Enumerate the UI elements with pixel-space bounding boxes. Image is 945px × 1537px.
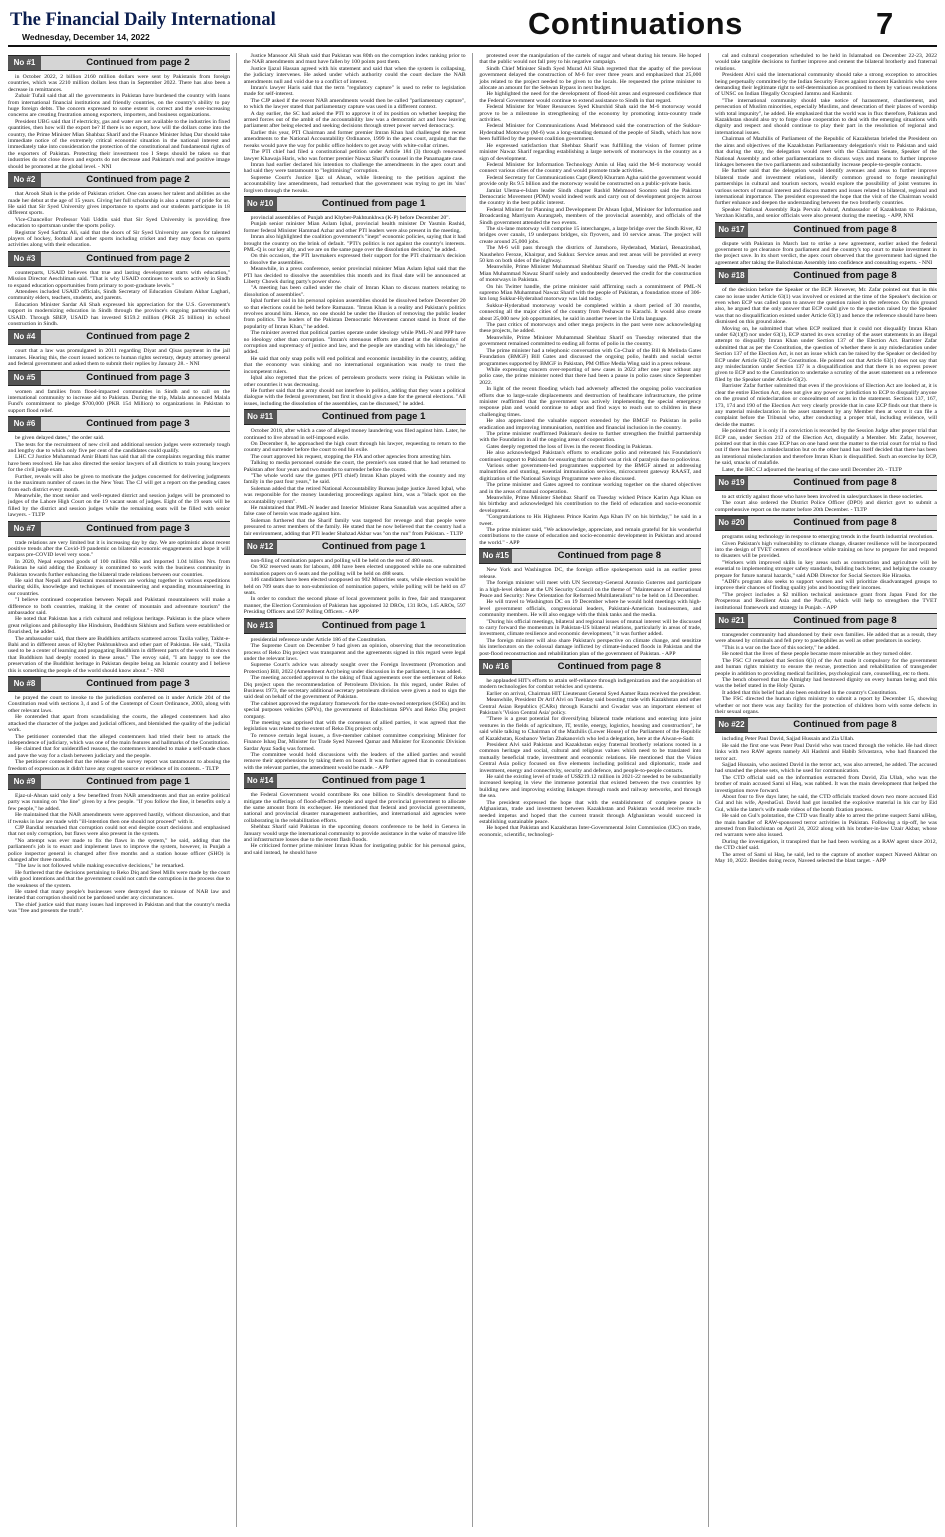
story-header (715, 268, 937, 284)
story (8, 329, 230, 367)
story-header (244, 539, 466, 555)
story-paragraph: "No attempt was ever made to fix the flaws in the system," he said, adding that the parliament's job is to enact and implement laws to improve the system, however, in Punjab a police inspector general is changed after five months and a station house officer (SHO) is changed after three months. (8, 837, 230, 863)
continued-from-label: Continued from page 1 (321, 411, 426, 423)
column-1 (8, 53, 230, 1527)
story-paragraph: "The international community should take notice of harassment, chastisement, and persecution of Muslim minorities, especially Muslims, and desecration of their places of worship with total impunity", he added. He emphasized that the world was in flux therefore, Pakistan and Kazakhstan should also try to forge close cooperation to deal with the emerging situations with dignity and respect and should continue to play their part in the resolution of regional and international issues. (714, 97, 937, 136)
continued-from-label: Continued from page 8 (793, 476, 897, 488)
story-paragraph: Gates deeply regretted the loss of lives in the recent flooding in Pakistan. (486, 443, 653, 450)
story-paragraph: Suleman added that the retired National Accountability Bureau judge justice Javed Iqbal, who was responsible for the money laundering proceedings against him, was a "black spot on the accountability system". (243, 485, 466, 505)
story-paragraph: transgender community had abandoned by their own families. He added that as a result, they were abused by criminals and fell prey to paedophiles as well as other predators in society. (714, 632, 937, 645)
story-header (8, 172, 230, 188)
story-number-badge: No #20 (715, 516, 748, 530)
story-paragraph: Vice-Chancellor Professor Vali Uddin said that Sir Syed University is providing free education to sportsman under the sports policy. (8, 216, 230, 230)
story-number-badge: No #22 (715, 718, 748, 732)
story-number-badge: No #12 (244, 540, 277, 554)
story-paragraph: the Federal Government would contribute Rs one billion to Sindh's development fund to mitigate the sufferings of flood-affected people and urged the provincial government to allocate the same amount from its exchequer. He mentioned that federal and provincial governments, national and provincial disaster management authorities, and international aid agencies were collaborating in the rehabilitation efforts. (243, 792, 466, 824)
continued-from-label: Continued from page 8 (557, 660, 662, 672)
story-paragraph: The foreign minister will meet with UN Secretary-General Antonio Guterres and participate in a high-level debate at the UN Security Council on the theme of "Maintenance of International Peace and Security: New Orientation for Reformed Multilateralism" to be held on 14 December. (479, 580, 702, 599)
story-paragraph: Further, reveals will also be given to motivate the judges concerned for delivering judgments in the maximum number of cases in the New Year. The CJ will get a report on the pending cases from each district every month. (8, 473, 230, 493)
story-number-badge: No #11 (244, 410, 277, 424)
story (479, 659, 701, 838)
story-paragraph: While expressing concern over-reporting of new cases in 2022 after one year without any polio case, the prime minister noted that there had been a pause in polio cases since September 2022. (479, 366, 702, 386)
story (8, 774, 230, 915)
story-paragraph: Moving on, he submitted that when ECP realized that it could not disqualify Imran Khan under 62(1)(f) nor under 63(1), ECP started its own scrutiny of the asset statements in an illegal attempt to disqualify Imran Khan under Section 137 of the Election Act. Barrister Zafar submitted that as per the Constitution, the question of whether there is any misdeclaration under Section 137 of the Election Act, is not an issue which can be raised by the Speaker or decided by ECP under Article 63(2) of the Constitution. He pointed out that Article 63(1) does not say that any misdeclaration under Section 137 is a disqualification and that there is no express power given to ECP and to the Constitution to undertake a scrutiny of the asset statement on a reference filed by the Speaker under Article 63(2). (714, 325, 937, 383)
story-paragraph: He said the first one was Peter Paul David who was traced through the vehicle. He had direct links with two RAW agents namely Ali Hashmi and Habib Srivastava, who had financed the terror act. (714, 742, 937, 762)
story-paragraph: Education Minister Sardar Ali Shah expressed his appreciation for the U.S. Government's support in modernizing education in Sindh through the province's ongoing partnership with USAID. Through SBEP, USAID has invested $159.2 million (PKR 25 billion) in school construction in Sindh. (8, 301, 230, 327)
story-paragraph: that Arooh Shah is the pride of Pakistan cricket. One can assess her talent and abilities as she made her debut at the age of 15 years. Giving her full scholarship is also a matter of pride for us. He said that Sir Syed University gives importance to sports and our students participate in 18 different sports. (8, 191, 230, 217)
story-paragraph: He said that only snap polls will end political and economic instability in the country, adding that the economy was sinking and no international organisation was ready to trust the incompetent rulers. (243, 355, 466, 375)
story-paragraph: Suleman furthered that the Sharif family was targeted for revenge and that people were pressured to arrest members of the family. He stated that he now believed that the country had a fair environment, adding that PTI leader Shahzad Akbar was "on the run" from Pakistan. - TLTP (243, 517, 466, 537)
masthead (8, 4, 937, 44)
story (715, 613, 937, 715)
story (244, 618, 466, 772)
continued-from-label: Continued from page 2 (86, 331, 190, 343)
story-number-badge: No #10 (244, 197, 277, 211)
story (8, 370, 230, 415)
story (244, 539, 466, 616)
story-paragraph: Zubair Tufail said that all the governments in Pakistan have burdened the country with loans from international financial institutions and friendly countries, on the country's ability to pay huge foreign debts. The concern expressed to some extent is correct and the over-increasing concerns are creating frustration among exporters, importers, and business organizations. (8, 93, 230, 119)
story-paragraph: He furthered that the decisions pertaining to Reko Diq and Steel Mills were made by the court with good intentions and that the government could not catch the corruption in the process due to the weakness of the system. (8, 869, 230, 889)
story-paragraph: he applauded HIT's efforts to attain self-reliance through indigenization and the acquisition of modern technologies for combat vehicles and systems. (479, 677, 702, 691)
story-paragraph: Attendees included USAID officials, Sindh Secretary of Education Ghulam Akbar Laghari, community elders, teachers, students, and parents. (8, 288, 230, 302)
story-paragraph: counterparts, USAID believes that true and lasting development starts with education," Mission Director Aeschliman said. "That is why USAID continues to work so actively in Sindh to expand education opportunities from primary to post-graduate levels." (8, 269, 230, 289)
issue-date: Wednesday, December 14, 2022 (22, 32, 150, 42)
story-paragraph: Imran had earlier declared his intention to challenge the amendments in the apex court and had said they were tantamount to "legitimising" corruption. (243, 161, 466, 175)
story-header (244, 773, 466, 789)
story-paragraph: Federal Minister for Communications Asad Mehmood said the construction of the Sukkur-Hyderabad Motorway (M-6) was a long-standing demand of the people of Sindh, which has now been fulfilled by the present coalition government. (479, 123, 702, 143)
story-paragraph: The petitioner contended that the release of the survey report was tantamount to abusing the freedom of expression as it didn't have any cogent source or evidence of its contents. - TLTP (8, 759, 230, 772)
story-paragraph: including Peter Paul David, Sajjad Hussain and Zia Ullah. (721, 736, 855, 743)
story-paragraph: In order to conduct the second phase of local government polls in free, fair and transparent manner, the Election Commission of Pakistan has appointed 32 DROs, 131 ROs, 145 AROs, 597 Presiding Officers and 597 Polling Officers. - APP (243, 596, 466, 616)
story-header (8, 416, 230, 432)
story-paragraph: The M-6 will pass through the districts of Jamshoro, Hyderabad, Matiari, Benazirabad, Naushehro Feroze, Khairpur, and Sukkur. Service areas and rest areas will be provided at every 50 km on both sides of the highway. (479, 245, 702, 264)
story-paragraph: He contended that apart from scandalising the courts, the alleged contemners had also attacked the character of the judges and judicial officers, and blemished the quality of the judicial work. (8, 714, 230, 734)
story-paragraph: Earlier on arrival, Chairman HIT Lieutenant General Syed Aamer Raza received the president. (486, 690, 702, 697)
story-paragraph: CJP Bandial remarked that corruption could not end despite court decisions and emphasised that not only corruption, but flaws were also present in the system. (8, 824, 230, 838)
story-paragraph: New York and Washington DC, the foreign office spokesperson said in an earlier press release. (479, 567, 702, 580)
story-paragraph: provincial assemblies of Punjab and Khyber-Pakhtunkhwa (K-P) before December 20". (250, 214, 450, 221)
story-paragraph: he prayed the court to invoke to the jurisdiction conferred on it under Article 204 of the Constitution read with sections 3, 4 and 5 of the Contempt of Court Ordinance, 2003, along with other relevant laws. (8, 695, 230, 714)
story-number-badge: No #16 (479, 660, 512, 674)
story-number-badge: No #19 (715, 476, 748, 490)
story-header (479, 548, 701, 564)
continued-from-label: Continued from page 2 (86, 174, 190, 186)
continued-from-label: Continued from page 3 (86, 371, 190, 383)
story-paragraph: The CTD official said on the information extracted from David, Zia Ullah, who was the brother of main accused Sami ul Haq, was nabbed. It was the main development that helped the investigation move forward. (714, 774, 937, 794)
story-paragraph: Earlier this year, PTI Chairman and former premier Imran Khan had challenged the recent amendments to the National Accountability Ordinance, 1999 in the apex court, arguing that the tweaks would pave the way for public office holders to get away with white-collar crimes. (243, 129, 466, 149)
story-paragraph: On December 8, he approached the high court through his lawyer, requesting to return to the country and surrender before the court to end his exile. (243, 440, 466, 454)
story (715, 53, 937, 220)
story-paragraph: Supreme Court's Justice Ijaz ul Ahsan, while listening to the petition against the accountability law amendments, had remarked that the government was trying to get its 'sins' forgiven through the tweaks. (243, 174, 466, 194)
story-paragraph: He also acknowledged Pakistan's efforts to eradicate polio and reiterated his Foundation's continued support to Pakistan for ensuring that no child was at risk of paralysis due to poliovirus. (479, 450, 702, 463)
story-paragraph: The minister averred that political parties operate under ideology while PML-N and PPP have no ideology other than corruption. "Imran's strenuous efforts are aimed at the elimination of corruption and supremacy of justice and law, and the people are standing with his ideology," he added. (243, 330, 466, 356)
story (244, 53, 466, 194)
story-paragraph: trade relations are very limited but it is increasing day by day. We are optimistic about recent positive trends after the Covid-19 pandemic on bilateral economic engagements and hope it will surpass pre-COVID level very soon." (8, 539, 230, 559)
continued-from-label: Continued from page 1 (321, 541, 426, 553)
story-paragraph: The tests for the recruitment of new civil and additional session judges were extremely tough and lengthy due to which only five per cent of the candidates could qualify. (8, 441, 230, 455)
continued-from-label: Continued from page 2 (86, 252, 190, 264)
story (8, 521, 230, 675)
story-paragraph: The chief justice said that many issues had improved in Pakistan and that the country's media was "free and presents the truth". (8, 901, 230, 915)
story-paragraph: He criticized former prime minister Imran Khan for instigating public for his personal gains, and said instead, he should have (243, 843, 466, 856)
story-paragraph: The cabinet approved the regulatory framework for the state-owned enterprises (SOEs) and its special purposes vehicles (SPVs), the government of Balochistan SPVs and Reko Diq project company. (243, 700, 466, 720)
story-paragraph: President UBG said that if electricity, gas and water are not available to the industries in fixed quantities, then how will the export be? If there is no export, how will the dollars come into the country, the Prime Minister Mian Shahbaz Sharif and the Finance Minister Ishaq Dar should take immediate notice of the extremely critical economic situation in the national interest and immediately take into consideration the protection of the constitutional and fundamental rights of the exporters of Pakistan. Protecting their investment too I Steps should be taken so that industries do not close down and exports do not decrease and Pakistan's real and positive image should be promoted at the global level. - NNI (8, 118, 230, 170)
story (8, 55, 230, 170)
continued-from-label: Continued from page 3 (86, 418, 190, 430)
story-paragraph: "I believe continued cooperation between Nepali and Pakistani mountaineers will make a difference to both countries, making it the center of mountain and adventure tourism" the ambassador said. (8, 597, 230, 616)
story-paragraph: The meeting accorded approval to the taking of final agreements over the settlement of Reko Diq project upon the recommendation of Petroleum Division. In this regard, under Rules of Business 1973, the secretary additional secretary petroleum division were given a nod to sign the said deal on behalf of the government of Pakistan. (243, 675, 466, 701)
story (715, 515, 937, 611)
story-paragraph: Jamiat Ulema-e-Islam leader Sindh chapter Rashid Mehmood Soomro said the Pakistan Democratic Movement (PDM) would indeed work and carry out of development projects across the country in the best public interest. (479, 187, 702, 207)
story-paragraph: "The project includes a $2 million technical assistance grant from Japan Fund for the Prosperous and Resilient Asia and the Pacific, which will help to strengthen the TVET institutional framework and strategy in Punjab. - APP (714, 591, 937, 611)
story (8, 676, 230, 772)
continued-from-label: Continued from page 3 (86, 678, 190, 690)
story-number-badge: No #17 (715, 223, 748, 237)
story-paragraph: Chairman of Mazhilis of Parliament of the Republic of Kazakhstan briefed the President on the aims and objectives of the Kazakhstan Parliamentary delegation's visit to Pakistan and said that during the stay, the delegation would meet with the Chairman Senate, Speaker of the National Assembly and other parliamentarians to discuss ways and means to further improve linkages between the two parliaments and substantially increase people-to-people contacts. (714, 136, 937, 168)
story-paragraph: In light of the recent flooding which had adversely affected the ongoing polio vaccination efforts due to large-scale displacements and destruction of healthcare infrastructure, the prime minister reaffirmed that the government was actively implementing the special emergency response plan and would continue to adapt and find ways to reach out to children in these challenging times. (479, 386, 702, 418)
story-paragraph: October 2018, after which a case of alleged money laundering was filed against him. Later, he continued to live abroad in self-imposed exile. (243, 428, 466, 441)
story-paragraph: "A meeting has been called under the chair of Imran Khan to discuss matters relating to dissolution of assemblies". (243, 285, 466, 298)
story-header (8, 676, 230, 692)
story-paragraph: The president expressed the hope that with the establishment of complete peace in Afghanistan, trade and investment between Kazakhstan and Pakistan would receive much-needed impetus and hoped that the current transit through Afghanistan would succeed in establishing sustainable peace. (479, 799, 702, 825)
story-paragraph: He said that Nepali and Pakistani mountaineers are working together in various expeditions sharing skills, knowledge and techniques of mountaineering and expanding mountaineering in our countries. (8, 577, 230, 597)
story-header (244, 409, 466, 425)
story-paragraph: In 2020, Nepal exported goods of 100 million NRs and imported 1.04 billion Nrs. from Pakistan he said adding the Embassy is committed to work with the business community in Pakistan towards further enhancing the bilateral trade relations between our countries. (8, 558, 230, 578)
story-paragraph: Talking to media personnel outside the court, the premier's son stated that he had returned to Pakistan after four years and two months to surrender before the courts. (243, 460, 466, 473)
story-paragraph: Federal Minister for Information Technology Amin ul Haq said the M-6 motorway would connect various cities of the country and would promote trade activities. (479, 161, 702, 175)
story-paragraph: Registrar Syed Sarfraz Ali, said that the doors of Sir Syed University are open for talented players of hockey, football and other sports including cricket and they may focus on sports activities along with their education. (8, 229, 230, 249)
story-paragraph: On this occasion, the PTI lawmakers expressed their support for the PTI chairman's decision to dissolve the assemblies. (243, 253, 466, 266)
story-paragraph: Imran's lawyer Haris said that the term "regulatory capture" is used to refer to legislation made for self-interest. (243, 85, 466, 98)
story (8, 251, 230, 328)
story-header (715, 475, 937, 491)
masthead-rule (8, 45, 937, 47)
story-header (715, 515, 937, 531)
story-paragraph: Given Pakistan's high vulnerability to climate change, disaster resilience will be incorporated into the design of TVET centers of excellence while training on how to prepare for and respond to disasters will be provided. (714, 540, 937, 560)
story-paragraph: Justice Ijazul Hassan agreed with his statement and said that when the system is collapsing, the judiciary intervenes. He asked under which authority could the court declare the NAB amendments null and void due to a conflict of interest. (243, 65, 466, 85)
story-header (244, 618, 466, 634)
story-number-badge: No #13 (244, 619, 277, 633)
column-4 (715, 53, 937, 1527)
story-paragraph: non-filing of nomination papers and polling will be held on the rest of 480 seats. (250, 558, 434, 565)
continued-from-label: Continued from page 1 (321, 197, 426, 209)
story-number-badge: No #5 (8, 371, 41, 385)
story-paragraph: The arrest of Sami ul Haq, he said, led to the capture of another suspect Naveed Akhtar on May 10, 2022. Besides doing recce, Naveed selected the blast target. - APP (714, 851, 937, 865)
story-paragraph: During the investigation, it transpired that he had been working as a RAW agent since 2012, the CTD chief said. (714, 838, 937, 852)
column-3 (479, 53, 701, 1527)
story-paragraph: The prime minister said, "We acknowledge, appreciate, and remain grateful for his wonderful contributions to the cause of education and socio-economic development in Pakistan and around the world." - APP (479, 527, 702, 546)
story-paragraph: "ADB's program also seeks to support women and will prioritize disadvantaged groups to improve their chances of finding quality jobs and boosting their incomes. (714, 579, 937, 592)
story-paragraph: court that a law was promulgated in 2011 regarding Diyat and Qisas payment in the jail inmates. Hearing this, the court issued notices to human rights secretary, deputy attorney general and federal government and asked them to submit their replies by January 28. - NNI (8, 348, 230, 368)
story-paragraph: He maintained that PML-N leader and Interior Minister Rana Sanaullah was acquitted after a false case of heroin was made against him. (243, 505, 466, 518)
story-paragraph: Shehbaz Sharif said Pakistan in the upcoming donors conference to be held in Geneva in January would urge the international community to provide assistance in the wake of massive life and infrastructure losses due to the recent flash floods. (243, 824, 466, 844)
continued-from-label: Continued from page 8 (793, 517, 897, 529)
story-paragraph: A day earlier, the SC had asked the PTI to approve it of its position on whether keeping the armed forces out of the ambit of the accountability law was a democratic act and how leaving parliament after being elected and seeking decisions through street power served democracy. (243, 110, 466, 130)
story-paragraph: Meanwhile, the most senior and well-reputed district and session judges will be promoted to judges of the Lahore High Court on the 19 vacant seats of judges. Eight of the 19 seats will be filled by the district and session judges while the remaining seats will be filled with senior lawyers. - TLTP (8, 492, 230, 519)
story-header (8, 329, 230, 345)
continued-from-label: Continued from page 2 (86, 57, 190, 68)
story-paragraph: Iqbal further said in his personal opinion assemblies should be dissolved before December 20 so that elections could be held before Ramazan. "Imran Khan is a reality and Pakistan's politics revolves around him. Hence, no one should be under the illusion of removing the public leader from politics. The leaders of the Pakistan Democratic Movement cannot stand in front of the popularity of Imran Khan," he added. (243, 298, 466, 330)
columns (8, 53, 937, 1527)
story-paragraph: On his Twitter handle, the prime minister said affirming such a commitment of PML-N supremo Mian Muhammad Nawaz Sharif with the people of Pakistan, a foundation stone of 306-km long Sukkur-Hyderabad motorway was laid today. (479, 283, 702, 303)
continued-from-label: Continued from page 3 (86, 522, 190, 534)
story-paragraph: protested over the manipulation of the cartels of sugar and wheat during his tenure. He hoped that the public would not fall prey to his negative campaign. (479, 53, 702, 66)
story-number-badge: No #14 (244, 774, 277, 788)
story-paragraph: He pointed that it is only if a conviction is recorded by the Session Judge after proper trial that ECP can, under Section 212 of the Election Act, disqualify a Member. Mr. Zafar, however, pointed out that in this case ECP has on one hand sent the matter to the trial court for trial to find out if there has been a misdeclaration but on the other hand has itself decided that there has been an intentional misdeclaration and therefore Imran Khan is disqualified. Such an exercise by ECP, he said, smacks of malafide. (714, 428, 937, 467)
story-paragraph: The prime minister reaffirmed Pakistan's desire to further strengthen the fruitful partnership with the Foundation in all the ongoing areas of cooperation. (479, 430, 702, 444)
story (479, 53, 701, 546)
story-paragraph: He further said that the delegation would identify avenues and areas to further improve bilateral trade and investment relations, identify common ground to forge meaningful partnerships in cultural and tourism sectors, would explore the possibility of joint ventures in various sectors of mutual interest and discuss matters and issues related to bilateral, regional and international importance. The president expressed the hope that the visit of the Chairman would further enhance and deepen the understanding between the two brotherly countries. (714, 168, 937, 207)
story (715, 717, 937, 864)
story-paragraph: He said on Gul's pointation, the CTD was finally able to arrest the prime suspect Sami ulHaq, the main handler of RAW-sponsored terror activities in Pakistan. Following a tip-off, he was arrested from Balochistan on April 24, 2022 along with his brother-in-law Uzair Akbar, whose red warrants were also issued. (714, 813, 937, 839)
story-number-badge: No #18 (715, 269, 748, 283)
story-paragraph: "The whole world saw the games (PTI chief) Imran Khan played with the country and my family in the past four years," he said. (243, 472, 466, 486)
story-paragraph: Sindh Chief Minister Sindh Syed Murad Ali Shah regretted that the apathy of the previous government delayed the construction of M-6 for over three years and emphasized that 25,000 jobs related to the project needed to be given to the locals. He requested the prime minister to allocate an amount for the Sehwan Bypass in next budget. (479, 65, 702, 92)
story-paragraph: "This is a war on the face of this society," he added. (721, 644, 840, 651)
story-paragraph: He hoped that Pakistan and Kazakhstan Inter-Governmental Joint Commission (IJC) on trade, economic, scientific, technologi- (479, 825, 702, 838)
story-number-badge: No #6 (8, 417, 41, 431)
column-divider (708, 53, 709, 1527)
story-number-badge: No #1 (8, 56, 41, 70)
story-paragraph: The petitioner contended that the alleged contemners had tried their best to attack the independence of judiciary, which was one of the main features and hallmarks of the Constitution. (8, 733, 230, 746)
story-paragraph: programs using technology in response to emerging trends in the fourth industrial revolution. (721, 534, 934, 541)
continued-from-label: Continued from page 8 (793, 719, 897, 731)
story (244, 773, 466, 856)
story-paragraph: Justice Mansoor Ali Shah said that Pakistan was 80th on the corruption index ranking prior to the NAB amendments and must have fallen by 100 points post them. (243, 53, 466, 66)
story-paragraph: "There is a great potential for diversifying bilateral trade relations and entering into joint ventures in the fields of agriculture, IT, textile, energy, logistics, housing and construction", he said while talking to Chairman of the Mazhilis (Lower House) of the Parliament of the Republic of Kazakhstan, Koshanov Yerlan Zhakanovich who led a delegation, here at the Aiwan-e-Sadr. (479, 716, 702, 742)
story-paragraph: Barrister Zafar further submitted that even if the provisions of Election Act are looked at, it is clear the entire Election Act, does not give any power or jurisdiction to ECP to disqualify anyone on the ground of misdeclaration or concealment of assets in the statement. Sections 137, 167, 173, 174 and 190 of the Election Act very clearly provide that in case ECP finds out that there is any material misdeclaration in the asset statement by any Member then at worst it can file a complaint before the Tribunal who, after conducting a proper trial, including evidence, will decide the matter. (714, 383, 937, 428)
story-paragraph: Later, the IHC CJ adjourned the hearing of the case until December 20. - TLTP (721, 466, 902, 473)
story-number-badge: No #7 (8, 522, 41, 536)
story-paragraph: "The law is not followed while making executive decisions," he remarked. (15, 863, 185, 870)
story-paragraph: Federal Secretary for Communications Capt (Retd) Khurram Agha said the government would provide only Rs 9.5 billion and the motorway would be constructed on a public-private basis. (479, 174, 702, 188)
story-header (8, 521, 230, 537)
story-paragraph: The bench observed that the Almighty had bestowed dignity on every human being and this was the belief stated in the Holy Quran. (714, 676, 937, 690)
continued-from-label: Continued from page 1 (86, 775, 190, 787)
story-paragraph: President Alvi said the international community should take a strong exception to atrocities being perpetually committed by the Indian Security Forces against innocent Kashmiris who were demanding their legitimate right to self-determination as promised to them by various resolutions of UNSC on Indian Illegally Occupied Jammu and Kashmir. (714, 72, 937, 98)
story-paragraph: Meanwhile, in a press conference, senior provincial minister Mian Aslam Iqbal said that the PTI has decided to dissolve the assemblies this month and its final date will be announced at Liberty Chowk during party's power show. (243, 266, 466, 285)
story-paragraph: Sukkur-Hyderabad motorway would be completed within a short period of 30 months, connecting all the major cities of the country from Peshawar to Karachi. It would also create about 25,000 new job opportunities, he said in another tweet in the Urdu language. (479, 302, 702, 322)
story-paragraph: Meanwhile, Prime Minister Muhammad Shehbaz Sharif on Tuesday said the PML-N leader Mian Muhammad Nawaz Sharif solely and undoubtedly deserved the credit for the construction of motorways in Pakistan. (479, 264, 702, 284)
story-paragraph: Sajjad Hussain, who assisted David in the terror act, was also arrested, he added. The accused had smashed the phone sets, which he used for communication. (714, 761, 937, 775)
story-paragraph: He claimed that for unidentified reasons, the contemners intended to make a self-made chaos and pave the way for a clash between judiciary and the people. (8, 746, 230, 759)
story-paragraph: About four to five days later, he said, the CTD officials tracked down two more accused Eid Gul and his wife, AyeshaGul. David had got installed the explosive material in his car by Eid Gul, while the latter's wife made videos of the bomb fixation process. (714, 794, 937, 813)
column-2 (244, 53, 466, 1527)
story-paragraph: of the decision before the Speaker or the ECP. However, Mr. Zafar pointed out that in this case no issue under Article 63(1) was involved or existed at the time of the Speaker's decision or even when ECP was called upon to answer the question raised in the reference. On this ground also, he argued that the only answer that ECP could give to the question raised by the Speaker was that no disqualification existed under Article 63(1) and hence the reference should have been dismissed on this ground alone. (714, 287, 937, 326)
story (244, 409, 466, 537)
story-paragraph: Federal Minister for Water Resources Syed Khurshid Shah said the M-6 motorway would prove to be a milestone in strengthening of the economy by promoting intra-country trade activities. (479, 104, 702, 124)
continued-from-label: Continued from page 8 (557, 550, 662, 562)
story-number-badge: No #3 (8, 252, 41, 266)
story-paragraph: He also appreciated the valuable support extended by the BMGF to Pakistan in polio eradication and improving immunisation, nutrition and financial inclusion in the country. (479, 418, 702, 431)
column-divider (236, 53, 237, 1527)
section-title: Continuations (528, 6, 743, 41)
story-paragraph: The FSC CJ remarked that Section 6(ii) of the Act made it compulsory for the government and human rights ministry to ensure the rescue, protection and rehabilitation of transgender people in addition to providing medical facilities, psychological care, counselling, etc to them. (714, 657, 937, 677)
story-paragraph: The PTI chief had filed a constitutional petition under Article 184 (3) through renowned lawyer Khawaja Haris, who was former premier Nawaz Sharif's counsel in the Panamagate case. (243, 149, 466, 162)
story-paragraph: On 902 reserved seats for labours, 408 have been elected unopposed while no one submitted nomination papers on 6 seats and the polling will be held on 488 seats. (243, 564, 466, 577)
story-paragraph: The Supreme Court on December 9 had given an opinion, observing that the reconstitution process of Reko Diq project was transparent and the agreements signed in this regard were legal under the relevant laws. (243, 643, 466, 662)
story-paragraph: The meeting was apprised that with the consensus of allied parties, it was agreed that the legislation was related to the extent of Reko Diq project only. (243, 719, 466, 733)
continued-from-label: Continued from page 8 (793, 270, 897, 282)
story-paragraph: "Congratulations to His Highness Prince Karim Aga Khan IV on his birthday," he said in a tweet. (479, 514, 702, 527)
story-header (715, 613, 937, 629)
story-number-badge: No #2 (8, 173, 41, 187)
story-paragraph: The six-lane motorway will comprise 15 interchanges, a large bridge over the Sindh River, 82 bridges over canals, 19 underpass bridges, six flyovers, and 10 service areas. The project will create around 25,000 jobs. (479, 225, 702, 245)
story-paragraph: Meanwhile, President Dr Arif Alvi on Tuesday said boosting trade with Kazakhstan and other Central Asian Republics (CARs) through Karachi and Gwadar was an important element of Pakistan's 'Vision Central Asia' policy. (479, 697, 702, 716)
story-paragraph: He said the existing level of trade of US$219.12 million in 2021-22 needed to be substantially increased keeping in view the immense potential that existed between the two countries by building new and improving existing linkages through roads and railway networks, and through the sea. (479, 774, 702, 800)
story-paragraph: He expressed satisfaction that Shehbaz Sharif was fulfilling the vision of former prime minister Nawaz Sharif regarding establishing a large network of motorways in the country as a sign of development. (479, 142, 702, 162)
continued-from-label: Continued from page 8 (793, 223, 897, 235)
story-paragraph: It added that this belief had also been enshrined in the country's Constitution. (721, 689, 898, 696)
story-number-badge: No #15 (479, 549, 512, 563)
story-paragraph: He noted that the lives of these people became more miserable as they turned older. (721, 651, 912, 658)
story-paragraph: women and families from flood-impacted communities in Sindh and to call on the international community to increase aid to Pakistan. During the trip, Malala announced Malala Fund's commitment to pledge $700,000 (PKR 154 Million) to organizations in Pakistan to support flood relief. (8, 388, 230, 414)
story-number-badge: No #21 (715, 614, 748, 628)
story-number-badge: No #8 (8, 677, 41, 691)
story-paragraph: The past critics of motorways and other mega projects in the past were now acknowledging these projects, he added. (479, 322, 702, 335)
story-paragraph: be given delayed dates," the order said. (15, 435, 105, 442)
story (715, 475, 937, 513)
story (8, 172, 230, 249)
story-header (244, 196, 466, 212)
story-paragraph: "Workers with improved skills in key areas such as construction and agriculture will be essential to implementing stronger safety standards, building back better, and helping the country prepare for future natural hazards," said ADB Director for Social Sectors Rie Hiraoka. (714, 559, 937, 579)
story-paragraph: cal and cultural cooperation scheduled to be held in Islamabad on December 22-23, 2022 would take tangible decisions to further improve and cement the bilateral brotherly and fraternal relations. (714, 53, 937, 72)
story (8, 416, 230, 518)
story-paragraph: He further said that the army should not interfere in politics, adding that they want a political dialogue with the federal government, but first it should give a date for the general elections. "All issues, including the dissolution of the assemblies, can be discussed," he added. (243, 387, 466, 407)
story-header (8, 251, 230, 267)
story-paragraph: Imran also highlighted the coalition government's "inept" economic policies, saying that it had brought the country on the brink of default. "PTI's politics is not against the country's interests. PML-Q is our key ally, and we are on the same page over the dissolution decision," he added. (243, 234, 466, 253)
story-paragraph: To remove certain legal issues, a five-member cabinet committee comprising Minister for Finance Ishaq Dar, Minister for Trade Syed Naveed Qamar and Minister for Economic Division Sardar Ayaz Sadiq was formed. (243, 732, 466, 752)
story-paragraph: Speaker National Assembly Raja Pervaiz Ashraf, Ambassador of Kazakhstan to Pakistan, Yerzhan Kistafin, and senior officials were also present during the meeting. - APP, NNI (714, 206, 937, 220)
story (715, 222, 937, 267)
story-number-badge: No #9 (8, 775, 41, 789)
column-divider (472, 53, 473, 1527)
story-paragraph: The committee would hold discussions with the leaders of the allied parties and would remove their apprehensions by taking them on board. It was further agreed that in consultations with the relevant parties, the amendment would be made. - APP (243, 752, 466, 771)
story-paragraph: The ambassador said, that there are Buddhists artifacts scattered across Taxila valley, Takht-e-Bahi and in different areas of Khyber Pakhtunkhwa and other part of Pakistan. He said, "Taxila used to be a center of learning and propagating Buddhism in different parts of the world. It shows that Buddhism had deeply rooted in these areas." The envoy said, "I am happy to see the preservation of the Buddhist heritage in Pakistan despite being an Islamic country and I believe this is something the people of the world should know about." - NNI (8, 635, 230, 674)
newspaper-title: The Financial Daily International (10, 10, 276, 30)
story-paragraph: Iqbal also regretted that the prices of petroleum products were rising in Pakistan while in other countries it was decreasing. (243, 375, 466, 388)
story-header (715, 222, 937, 238)
story-paragraph: The prime minister had a telephonic conversation with Co-Chair of the Bill & Melinda Gates Foundation (BMGF) Bill Gates and discussed the ongoing polio, health and social sector programmes supported by BMGF in Pakistan, PM Office Media Wing said in a press release. (479, 347, 702, 367)
story-paragraph: Federal Minister for Planning and Development Dr Ahsan Iqbal, Minister for Information and Broadcasting Marriyum Aurangzeb, members of the provincial assembly, and officials of the Sindh government attended the two events. (479, 206, 702, 226)
story-paragraph: in October 2022, 2 billion 2160 million dollars were sent by Pakistanis from foreign countries, which was 2210 million dollars less than in September 2022. There has also been a decrease in remittances. (8, 74, 230, 93)
story-paragraph: He highlighted the need for the development of flood-hit areas and expressed confidence that the Federal Government would continue to extend assistance to Sindh in that regard. (479, 91, 702, 104)
story-paragraph: President Alvi said Pakistan and Kazakhstan enjoy fraternal brotherly relations rooted in a common heritage and social, cultural and religious values which need to be translated into mutually beneficial trade, investment and economic relations. He mentioned that the Vision Central Asia policy focused on five elements including political and diplomatic, trade and investment, energy and connectivity, security and defence, and people-to-people contacts. (479, 742, 702, 774)
story-paragraph: The foreign minister will also share Pakistan's perspective on climate change, and sensitize his interlocutors on the colossal damage inflicted by climate-induced floods in Pakistan and the post-flood reconstruction and rehabilitation plan of the government of Pakistan. - APP (479, 637, 702, 657)
story-paragraph: Meanwhile, Prime Minister Shehbaz Sharif on Tuesday wished Prince Karim Aga Khan on his birthday and acknowledged his contribution to the field of education and socio-economic development. (479, 495, 702, 514)
story-paragraph: The CJP asked if the recent NAB amendments would then be called "parliamentary capture", to which the lawyer stated that parliamentary capture was used in a different context. (243, 97, 466, 111)
story-paragraph: He noted that Pakistan has a rich cultural and religious heritage. Pakistan is the place where great religions and philosophy like Hinduism, Buddhism Sikhism and Sufism were established or flourished, he added. (8, 616, 230, 636)
story (715, 268, 937, 473)
story-paragraph: Meanwhile, Prime Minister Muhammad Shehbaz Sharif on Tuesday reiterated that the government remained committed to ending all forms of polio in the country. (479, 334, 702, 348)
story-paragraph: "During his official meetings, bilateral and regional issues of mutual interest will be discussed to carry forward the momentum in Pakistan-US bilateral relations, particularly in areas of trade, investment, climate resilience and economic development," it was further added. (479, 618, 702, 638)
story-paragraph: Punjab senior minister Mian Aslam Iqbal, provincial health minister Dr Yasmin Rashid, former federal Minister Hammad Azhar and other PTI leaders were also present in the meeting. (243, 221, 466, 234)
story-number-badge: No #4 (8, 330, 41, 344)
page-number: 7 (876, 6, 894, 41)
story-paragraph: The court approved his request, stopping the FIA and other agencies from arresting him. (250, 453, 452, 460)
story-paragraph: The FSC directed the human rights ministry to submit a report by December 15, showing whether or not there was any facility for the protection of children born with some defects in their sexual organs. (714, 696, 937, 715)
story-header (479, 659, 701, 675)
story-paragraph: The court also ordered the District Police Officer (DPO) and district govt to submit a comprehensive report on the matter before 20th December. - TLTP (714, 500, 937, 513)
story-paragraph: The prime minister and Gates agreed to continue working together on the shared objectives and in the areas of mutual cooperation. (479, 482, 702, 495)
story-header (8, 55, 230, 71)
story (244, 196, 466, 407)
story (479, 548, 701, 657)
story-paragraph: He maintained that the NAB amendments were approved hastily, without discussion, and that if tweaks in law are made with "ill-intention then one should not proceed" with it. (8, 812, 230, 825)
story-paragraph: dispute with Pakistan in March last to strike a new agreement, earlier asked the federal government to get clearance from parliament and the country's top court to make investment in the project save. In its short verdict, the apex court observed that the government had signed the agreement after taking the Balochistan Assembly into confidence and consulting experts. - NNI (714, 240, 937, 266)
continued-from-label: Continued from page 8 (793, 615, 897, 627)
story-paragraph: He will travel to Washington DC on 19 December where he would hold meetings with high-level government officials, congressional leaders, Pakistani-American businessmen, and community members. He will also engage with the think tanks and the media. (479, 599, 702, 619)
story-paragraph: presidential reference under Article 186 of the Constitution. (250, 636, 387, 643)
continued-from-label: Continued from page 1 (321, 775, 426, 787)
story-paragraph: to act strictly against those who have been involved in sales/purchases in these societies. (721, 493, 924, 500)
story-paragraph: He stated that many people's businesses were destroyed due to misuse of NAB law and iterated that corruption should not be pardoned under any circumstances. (8, 889, 230, 902)
story-header (8, 370, 230, 386)
newspaper-page (8, 4, 937, 1529)
story-paragraph: Supreme Court's advice was already sought over the Foreign Investment (Promotion and Protection) Bill, 2022 (Amendment Act) being under discussion in the parliament, it was added. (243, 662, 466, 675)
continued-from-label: Continued from page 1 (321, 619, 426, 631)
story-paragraph: LHC CJ Justice Muhammad Amir Bhatti has said that all the complaints regarding this matter have been resolved. He has also directed the senior lawyers of all districts to train young lawyers for the civil judge exam. (8, 454, 230, 474)
story-paragraph: Various other government-led programmes supported by the BMGF aimed at addressing malnutrition and stunting, essential immunisation services, microcurrent gateway RAAST, and digitization of the National Savings Programme were also discussed. (479, 463, 702, 482)
story-paragraph: Ejaz-ul-Ahsan said only a few benefited from NAB amendments and that an entire political party was running on "the line" given by a few people. "If you follow the line, it benefits only a few people," he added. (8, 792, 230, 812)
story-header (715, 717, 937, 733)
story-header (8, 774, 230, 790)
story-paragraph: 146 candidates have been elected unopposed on 902 Minorities seats, while election would be held on 709 seats due to non-submission of nomination papers, while polling will be held on 47 seats. (243, 577, 466, 597)
